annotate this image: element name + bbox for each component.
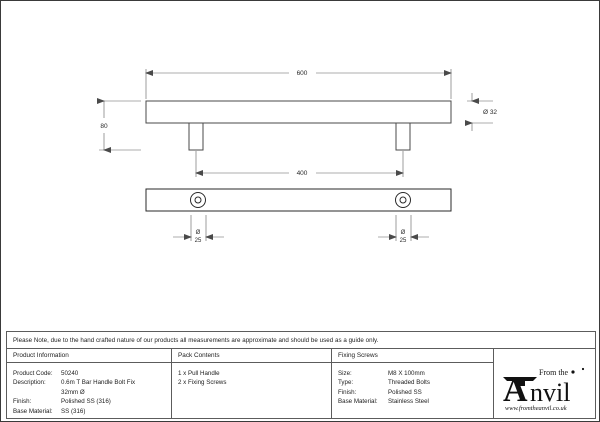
product-technical-drawing [1,1,600,331]
measurement-note-text: Please Note, due to the hand crafted nature of our products all measurements are approximate and should be used as a guide only. [13,336,379,344]
screw-finish-value: Polished SS [388,388,422,396]
label-bar-height: 80 [100,123,108,130]
row-screw-size [338,369,493,378]
screw-type-value: Threaded Bolts [388,379,430,387]
brand-logo [494,349,595,418]
handle-right-leg [396,123,410,150]
pack-contents-heading: Pack Contents [172,349,331,363]
fixing-screws-heading: Fixing Screws [332,349,493,363]
screw-type-label: Type: [338,379,354,387]
label-centres: 400 [296,170,308,177]
label-hole-diameter-value-right: 25 [399,238,407,244]
handle-side-elevation-bar [146,101,451,123]
column-product-information [7,349,172,418]
product-code-label: Product Code: [13,370,53,377]
anvil-logo-initial: A [502,371,528,409]
screw-base-material-value: Stainless Steel [388,398,429,406]
measurement-note-row [7,332,595,349]
product-code-value: 50240 [61,370,79,377]
handle-left-leg [189,123,203,150]
description-value-line2: 32mm Ø [61,388,85,396]
fixing-screws-body [332,363,493,407]
row-base-material [13,407,171,416]
label-hole-diameter-symbol-left: Ø [195,230,201,236]
column-pack-contents [172,349,332,418]
anvil-logo-url: www.fromtheanvil.co.uk [504,404,567,412]
spec-table-body [7,349,595,418]
row-product-code [13,369,171,378]
spark-dot-icon [571,370,574,373]
screw-size-value: M8 X 100mm [388,370,425,377]
pack-contents-body [172,363,331,388]
row-screw-base-material [338,397,493,406]
pack-contents-item-2: 2 x Fixing Screws [178,379,227,387]
finish-value: Polished SS (316) [61,398,111,406]
finish-label: Finish: [13,398,32,406]
label-bar-diameter: Ø 32 [482,109,498,116]
anvil-logo-from-the: From the [538,367,568,377]
row-description [13,378,171,387]
description-value: 0.6m T Bar Handle Bolt Fix [61,379,136,387]
specification-table [6,331,596,419]
product-information-body [7,363,171,416]
label-hole-diameter-symbol-right: Ø [400,230,406,236]
base-material-value: SS (316) [61,407,86,415]
pack-contents-item-1: 1 x Pull Handle [178,370,220,377]
row-finish [13,397,171,406]
product-information-heading: Product Information [7,349,171,363]
column-fixing-screws [332,349,494,418]
anvil-logo-word: nvil [529,377,570,407]
drawing-svg [1,1,600,331]
fixing-hole-left [191,193,206,208]
spark-dot-small-icon [581,367,583,369]
column-brand-logo [494,349,595,418]
description-label: Description: [13,379,46,387]
label-overall-length: 600 [296,70,308,77]
anvil-logo-icon [497,356,593,412]
row-screw-finish [338,388,493,397]
base-material-label: Base Material: [13,407,53,415]
fixing-hole-right [396,193,411,208]
screw-base-material-label: Base Material: [338,398,378,406]
row-screw-type [338,378,493,387]
label-hole-diameter-value-left: 25 [194,238,202,244]
screw-size-label: Size: [338,370,352,377]
screw-finish-label: Finish: [338,388,357,396]
